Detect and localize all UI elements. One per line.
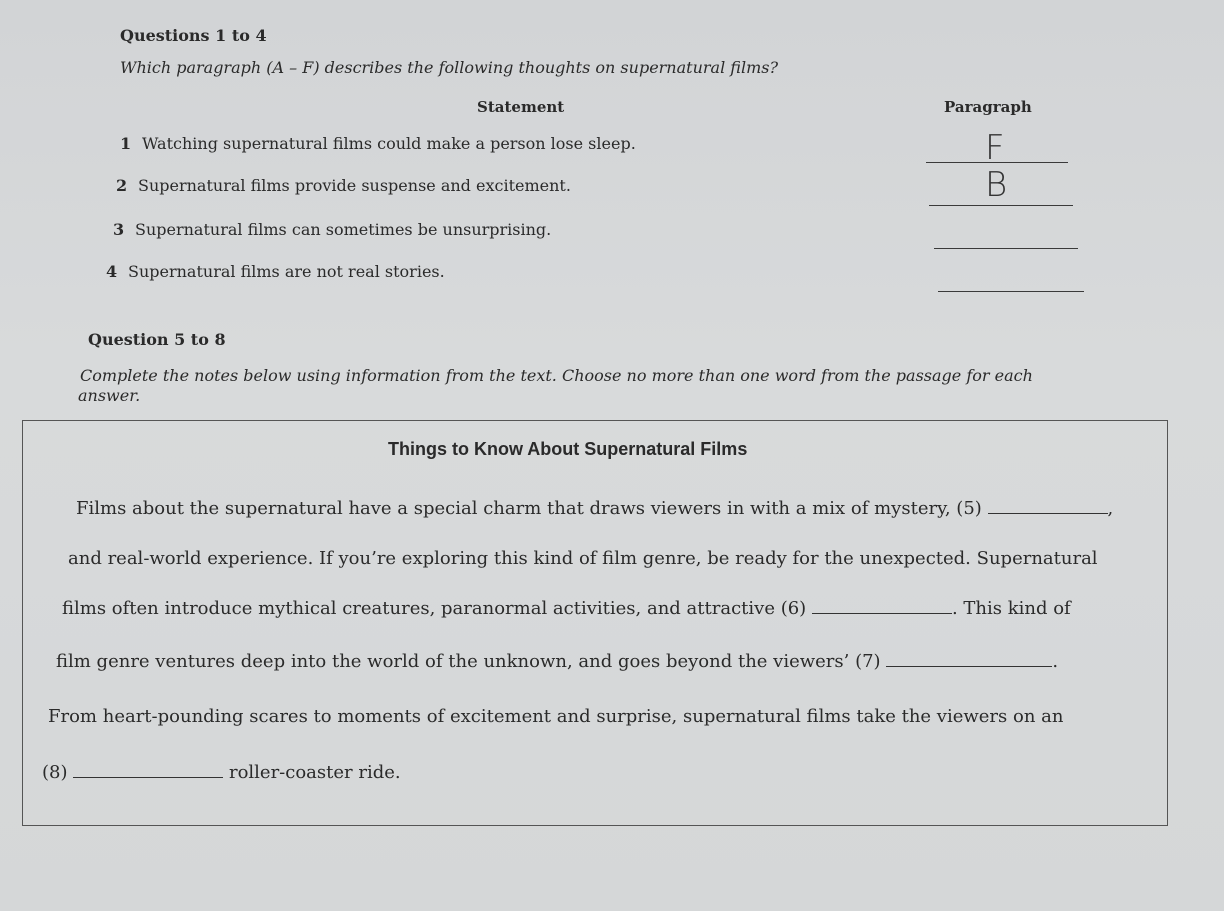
notes-text: . This kind of [951, 598, 1071, 619]
notes-text: , [1107, 498, 1114, 519]
paragraph-column-header: Paragraph [944, 98, 1032, 116]
statement-number: 2 [116, 176, 128, 195]
notes-text: films often introduce mythical creatures, paranormal activities, and attractive (6) [62, 598, 807, 619]
answer-blank-8[interactable] [73, 763, 223, 778]
notes-text: . [1052, 651, 1059, 672]
notes-text: and real-world experience. If you’re exploring this kind of film genre, be ready for the unexpected. Supernatural [68, 548, 1098, 569]
notes-text: film genre ventures deep into the world of the unknown, and goes beyond the viewers’ (7) [56, 651, 881, 672]
section1-heading: Questions 1 to 4 [120, 26, 267, 45]
answer-blank-2[interactable] [929, 205, 1073, 206]
notes-line-1 [76, 498, 1113, 519]
section2-instruction-line1: Complete the notes below using information from the text. Choose no more than one word from the passage for each [80, 366, 1033, 385]
statement-2 [116, 176, 571, 195]
notes-line-3 [62, 598, 1071, 619]
statement-1 [120, 134, 636, 153]
notes-text: roller-coaster ride. [228, 762, 401, 783]
section2-heading: Question 5 to 8 [88, 330, 226, 349]
handwritten-answer-2: B [985, 165, 1008, 205]
statement-3 [113, 220, 551, 239]
notes-line-5 [48, 706, 1063, 727]
statement-text: Watching supernatural films could make a person lose sleep. [142, 134, 636, 153]
answer-blank-4[interactable] [938, 291, 1084, 292]
notes-text: Films about the supernatural have a special charm that draws viewers in with a mix of mystery, (5) [76, 498, 982, 519]
statement-text: Supernatural films can sometimes be unsurprising. [135, 220, 552, 239]
notes-box-title: Things to Know About Supernatural Films [388, 439, 748, 459]
statement-text: Supernatural films are not real stories. [128, 262, 445, 281]
statement-number: 3 [113, 220, 125, 239]
answer-blank-3[interactable] [934, 248, 1078, 249]
statement-column-header: Statement [477, 98, 565, 116]
handwritten-answer-1: F [985, 128, 1005, 168]
statement-number: 1 [120, 134, 132, 153]
section2-instruction-line2: answer. [78, 386, 141, 405]
notes-line-2 [68, 548, 1098, 569]
statement-number: 4 [106, 262, 118, 281]
section1-instruction: Which paragraph (A – F) describes the following thoughts on supernatural films? [120, 58, 779, 77]
answer-blank-6[interactable] [812, 599, 952, 614]
answer-blank-7[interactable] [886, 652, 1052, 667]
notes-line-4 [56, 651, 1058, 672]
notes-text: (8) [42, 762, 68, 783]
notes-text: From heart-pounding scares to moments of excitement and surprise, supernatural films take the viewers on an [48, 706, 1064, 727]
answer-blank-5[interactable] [988, 499, 1108, 514]
statement-4 [106, 262, 445, 281]
statement-text: Supernatural films provide suspense and excitement. [138, 176, 571, 195]
notes-line-6 [42, 762, 401, 783]
